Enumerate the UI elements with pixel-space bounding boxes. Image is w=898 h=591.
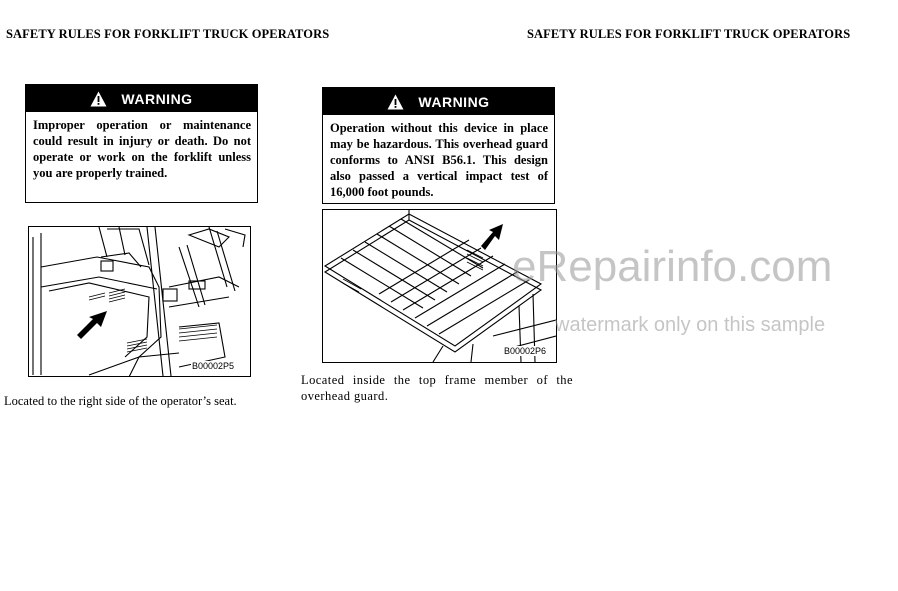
warning-header	[323, 88, 554, 115]
figure-code: B00002P5	[192, 361, 235, 371]
page-header-left: SAFETY RULES FOR FORKLIFT TRUCK OPERATORS	[6, 27, 330, 41]
pointer-arrow-icon	[481, 224, 503, 250]
figure-code: B00002P6	[504, 346, 547, 356]
warning-text: Improper operation or maintenance could result in injury or death. Do not operate or work on the forklift unless you are properly trained.	[33, 118, 251, 180]
warning-triangle-icon	[387, 94, 404, 110]
figure-caption-overhead-guard: Located inside the top frame member of the overhead guard.	[301, 373, 573, 403]
warning-box-overhead-guard	[322, 87, 555, 204]
warning-title: WARNING	[418, 93, 490, 110]
warning-triangle-icon	[90, 91, 107, 107]
watermark-site: eRepairinfo.com	[512, 242, 833, 291]
forklift-seat-illustration	[29, 227, 250, 376]
warning-text: Operation without this device in place may be hazardous. This overhead guard conforms to ANSI B56.1. This design also passed a vertical impact test of 16,000 foot pounds.	[330, 121, 548, 199]
page-header-right: SAFETY RULES FOR FORKLIFT TRUCK OPERATORS	[527, 27, 851, 41]
figure-seat-decal	[28, 226, 251, 377]
warning-title: WARNING	[121, 90, 193, 107]
warning-box-operation	[25, 84, 258, 203]
figure-caption-seat: Located to the right side of the operator’s seat.	[4, 394, 237, 408]
pointer-arrow-icon	[77, 311, 107, 339]
warning-header	[26, 85, 257, 112]
watermark-note: watermark only on this sample	[555, 314, 826, 336]
